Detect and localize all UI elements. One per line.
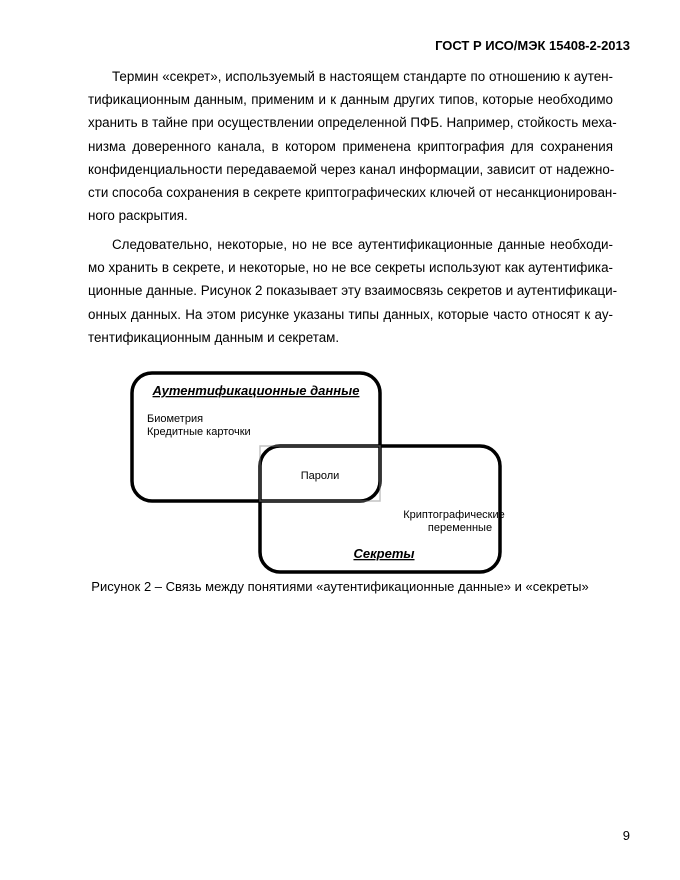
page-number: 9 <box>622 828 630 843</box>
text-line: сти способа сохранения в секрете криптографических ключей от несанкционирован- <box>88 185 617 201</box>
secrets-item-crypto-line1: Криптографические <box>403 509 505 521</box>
text-line: ционные данные. Рисунок 2 показывает эту взаимосвязь секретов и аутентификаци- <box>88 283 618 299</box>
text-line: конфиденциальности передаваемой через канал информации, зависит от надежно- <box>88 161 615 177</box>
auth-item-credit-cards: Кредитные карточки <box>147 426 251 438</box>
document-header: ГОСТ Р ИСО/МЭК 15408-2-2013 <box>435 38 630 53</box>
text-line: ного раскрытия. <box>88 208 188 224</box>
text-line: хранить в тайне при осуществлении определенной ПФБ. Например, стойкость меха- <box>88 115 617 131</box>
text-line: тентификационным данным и секретам. <box>88 329 340 345</box>
secrets-item-crypto-line2: переменные <box>427 522 493 534</box>
auth-item-biometrics: Биометрия <box>147 413 204 425</box>
text-line: Термин «секрет», используемый в настоящем стандарте по отношению к аутен- <box>112 69 613 84</box>
text-line: низма доверенного канала, в котором применена криптография для сохранения <box>88 138 613 154</box>
text-line: Следовательно, некоторые, но не все аутентификационные данные необходи- <box>112 237 613 252</box>
venn-diagram <box>125 368 510 578</box>
overlap-item-passwords: Пароли <box>300 470 340 482</box>
figure-caption: Рисунок 2 – Связь между понятиями «аутентификационные данные» и «секреты» <box>91 579 589 594</box>
paragraph-secret-term <box>88 65 617 227</box>
text-line: мо хранить в секрете, и некоторые, но не все секреты используют как аутентифика- <box>88 260 613 276</box>
auth-data-title: Аутентификационные данные <box>152 383 360 398</box>
text-line: онных данных. На этом рисунке указаны типы данных, которые часто относят к ау- <box>88 306 613 322</box>
paragraph-relationship <box>88 233 618 349</box>
text-line: тификационным данным, применим и к данным других типов, которые необходимо <box>88 92 613 108</box>
secrets-title: Секреты <box>353 546 415 561</box>
venn-diagram-svg <box>125 368 510 578</box>
